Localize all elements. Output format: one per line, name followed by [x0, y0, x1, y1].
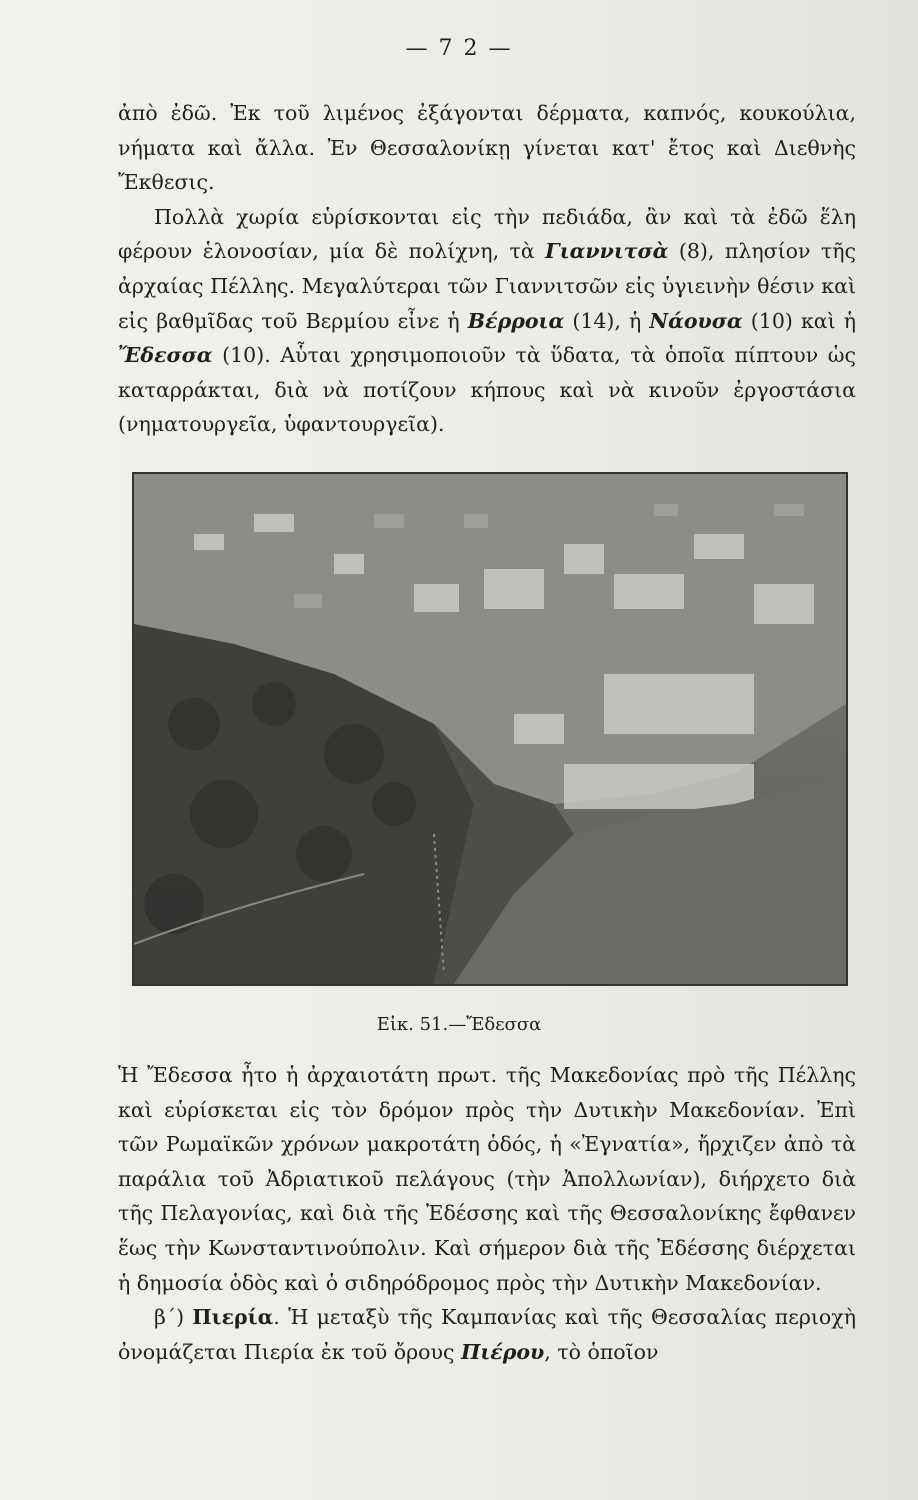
place-edessa: Ἔδεσσα [118, 343, 213, 368]
paragraph-1: ἀπὸ ἐδῶ. Ἐκ τοῦ λιμένος ἐξάγονται δέρματα, καπνός, κουκούλια, νήματα καὶ ἄλλα. Ἐν Θεσσαλονίκῃ γίνεται κατ' ἔτος καὶ Διεθνὴς Ἔκθεσις. [118, 101, 856, 195]
para2-text-2: (8), πλησίον τῆς ἀρχαίας Πέλλης. Μεγαλύτεραι τῶν Γιαννιτσῶν εἰς ὑγιεινὴν θέσιν καὶ εἰς βαθμῖδας τοῦ Βερμίου εἶνε ἡ [118, 239, 856, 333]
paragraph-4 [118, 1300, 856, 1369]
section-title-pieria: Πιερία [192, 1305, 274, 1330]
page-number: — 7 2 — [405, 36, 513, 61]
place-naousa: Νάουσα [649, 308, 743, 333]
place-giannitsa: Γιαννιτσὰ [545, 239, 669, 264]
para2-text-1: Πολλὰ χωρία εὑρίσκονται εἰς τὴν πεδιάδα, ἂν καὶ τὰ ἐδῶ ἕλη φέρουν ἑλονοσίαν, μία δὲ πολίχνη, τὰ [118, 204, 856, 264]
para2-text-4: (10) καὶ ἡ [742, 308, 857, 333]
para2-text-5: (10). Αὗται χρησιμοποιοῦν τὰ ὕδατα, τὰ ὁποῖα πίπτουν ὡς καταρράκται, διὰ νὰ ποτίζουν κήπους καὶ νὰ κινοῦν ἐργοστάσια (νηματουργεῖα, ὑφαντουργεῖα). [118, 343, 856, 437]
figure-caption: Εἰκ. 51.—Ἔδεσσα [376, 1014, 542, 1035]
section-label: β΄) [154, 1305, 185, 1330]
para4-text-1: . Ἡ μεταξὺ τῆς Καμπανίας καὶ τῆς Θεσσαλίας περιοχὴ ὀνομάζεται Πιερία ἐκ τοῦ ὄρους [118, 1305, 856, 1364]
para4-text-2: , τὸ ὁποῖον [544, 1339, 659, 1364]
paragraph-3: Ἡ Ἔδεσσα ἦτο ἡ ἀρχαιοτάτη πρωτ. τῆς Μακεδονίας πρὸ τῆς Πέλλης καὶ εὑρίσκεται εἰς τὸν δρόμον πρὸς τὴν Δυτικὴν Μακεδονίαν. Ἐπὶ τῶν Ρωμαϊκῶν χρόνων μακροτάτη ὁδός, ἡ «Ἐγνατία», ἤρχιζεν ἀπὸ τὰ παράλια τοῦ Ἀδριατικοῦ πελάγους (τὴν Ἀπολλωνίαν), διήρχετο διὰ τῆς Πελαγονίας, καὶ διὰ τῆς Ἐδέσσης καὶ τῆς Θεσσαλονίκης ἔφθανεν ἕως τὴν Κωνσταντινούπολιν. Καὶ σήμερον διὰ τῆς Ἐδέσσης διέρχεται ἡ δημοσία ὁδὸς καὶ ὁ σιδηρόδρομος πρὸς τὴν Δυτικὴν Μακεδονίαν. [118, 1063, 856, 1295]
edessa-photograph [132, 472, 848, 986]
place-verroia: Βέρροια [467, 308, 565, 333]
photo-illustration [134, 474, 846, 984]
mount-pieros: Πιέρου [460, 1339, 545, 1364]
paragraph-2 [118, 200, 856, 442]
para2-text-3: (14), ἡ [564, 308, 650, 333]
text-block-top [118, 96, 856, 442]
text-block-bottom [118, 1058, 856, 1369]
